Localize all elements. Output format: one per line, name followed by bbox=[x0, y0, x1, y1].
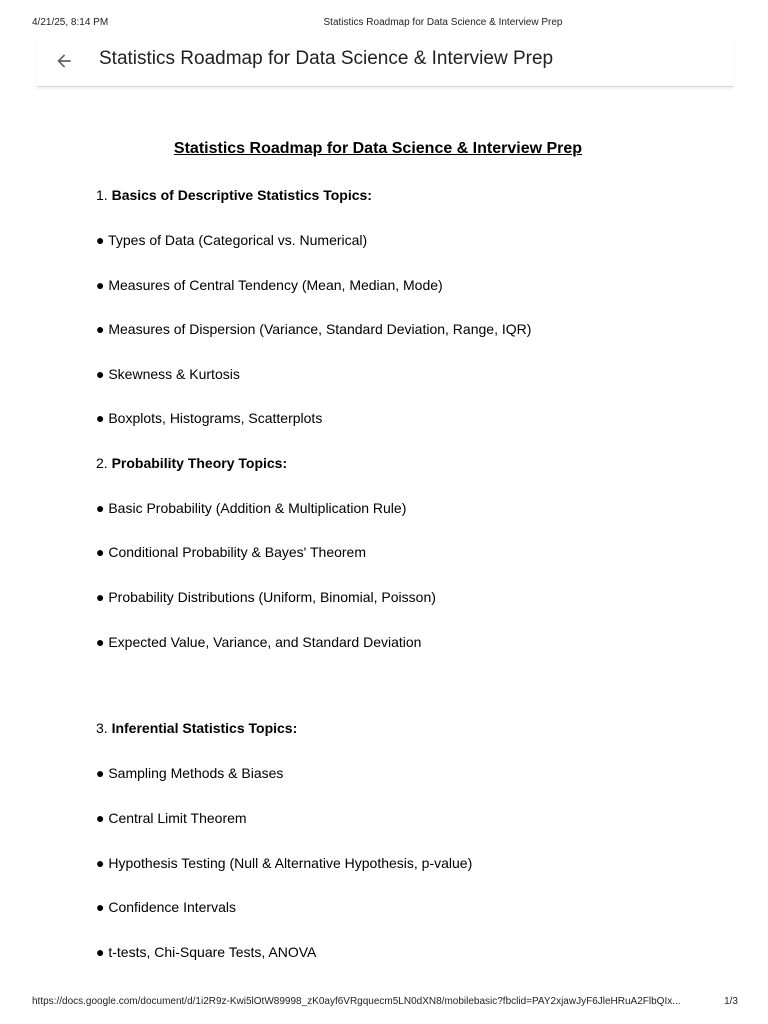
list-item: ● t-tests, Chi-Square Tests, ANOVA bbox=[96, 944, 317, 960]
section-title: Probability Theory Topics: bbox=[111, 455, 288, 471]
list-item: ● Types of Data (Categorical vs. Numerical) bbox=[96, 232, 368, 248]
print-footer bbox=[0, 996, 768, 1010]
list-item: ● Probability Distributions (Uniform, Binomial, Poisson) bbox=[96, 589, 436, 605]
section-title: Inferential Statistics Topics: bbox=[111, 720, 298, 736]
app-bar bbox=[37, 36, 733, 87]
list-item: ● Central Limit Theorem bbox=[96, 810, 247, 826]
section-number: 2. bbox=[96, 455, 108, 471]
print-date: 4/21/25, 8:14 PM bbox=[32, 17, 109, 28]
section-heading bbox=[96, 187, 372, 203]
section-number: 3. bbox=[96, 720, 108, 736]
list-item: ● Basic Probability (Addition & Multiplication Rule) bbox=[96, 500, 407, 516]
list-item: ● Boxplots, Histograms, Scatterplots bbox=[96, 410, 323, 426]
list-item: ● Conditional Probability & Bayes' Theorem bbox=[96, 544, 367, 560]
list-item: ● Skewness & Kurtosis bbox=[96, 366, 240, 382]
section-heading bbox=[96, 455, 287, 471]
print-header bbox=[0, 17, 768, 31]
list-item: ● Sampling Methods & Biases bbox=[96, 765, 284, 781]
list-item: ● Measures of Central Tendency (Mean, Median, Mode) bbox=[96, 277, 443, 293]
page-number: 1/3 bbox=[724, 996, 738, 1007]
section-title: Basics of Descriptive Statistics Topics: bbox=[111, 187, 372, 203]
print-url: https://docs.google.com/document/d/1i2R9z-Kwi5lOtW89998_zK0ayf6VRgquecm5LN0dXN8/mobilebasic?fbclid=PAY2xjawJyF6JleHRuA2FlbQIx... bbox=[32, 996, 681, 1007]
back-button[interactable] bbox=[51, 48, 77, 74]
list-item: ● Expected Value, Variance, and Standard Deviation bbox=[96, 634, 422, 650]
print-title: Statistics Roadmap for Data Science & Interview Prep bbox=[323, 17, 563, 28]
document-heading: Statistics Roadmap for Data Science & Interview Prep bbox=[173, 140, 583, 157]
section-heading bbox=[96, 720, 297, 736]
list-item: ● Hypothesis Testing (Null & Alternative Hypothesis, p-value) bbox=[96, 855, 473, 871]
list-item: ● Confidence Intervals bbox=[96, 899, 236, 915]
arrow-left-icon bbox=[54, 51, 74, 71]
document-title: Statistics Roadmap for Data Science & Interview Prep bbox=[99, 48, 554, 69]
list-item: ● Measures of Dispersion (Variance, Standard Deviation, Range, IQR) bbox=[96, 321, 532, 337]
section-number: 1. bbox=[96, 187, 108, 203]
